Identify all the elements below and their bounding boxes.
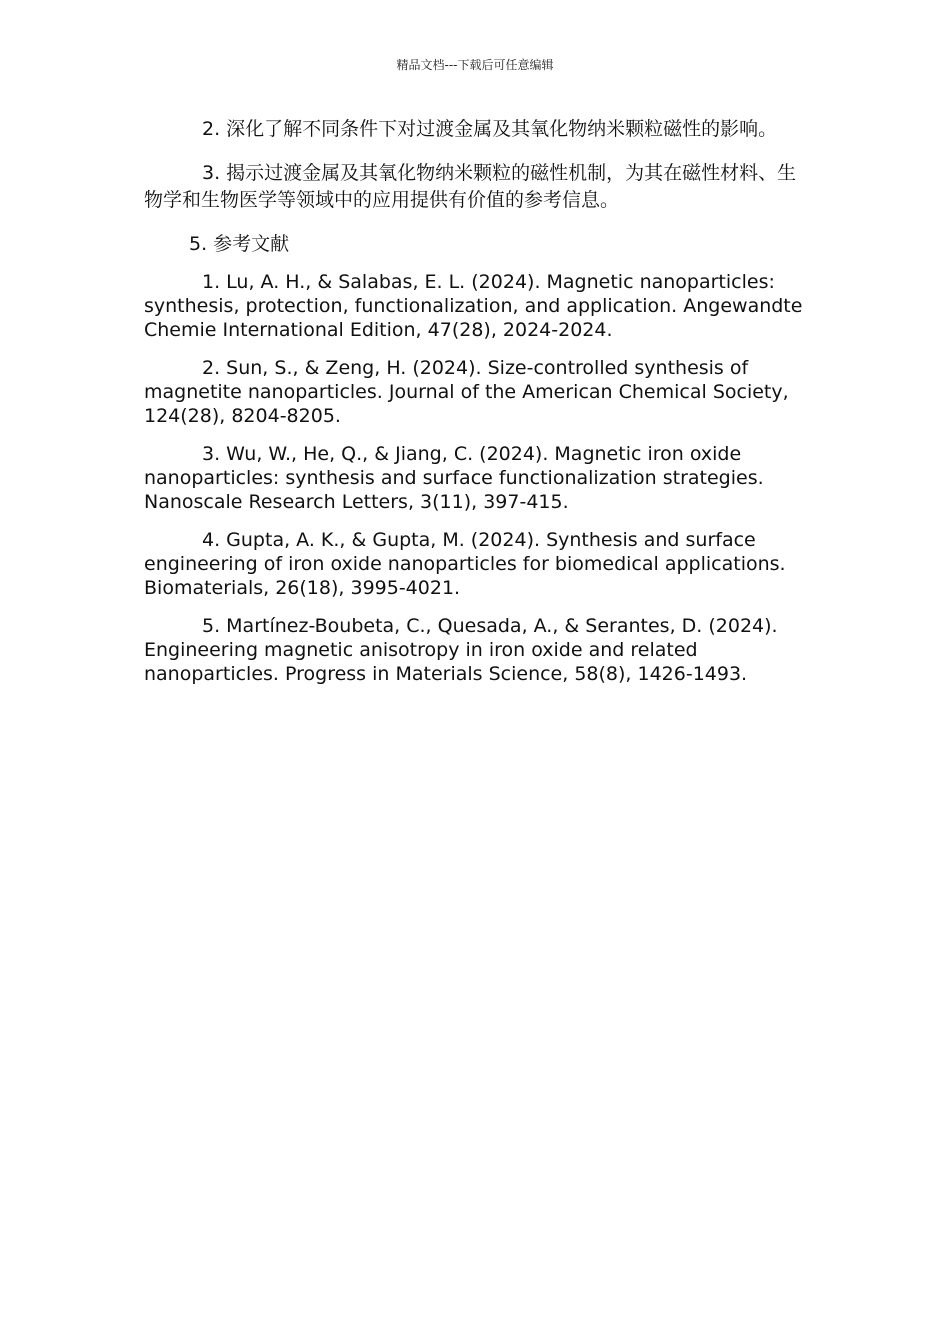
- references-list: [144, 270, 804, 686]
- goal-paragraph-2: 2. 深化了解不同条件下对过渡金属及其氧化物纳米颗粒磁性的影响。: [202, 118, 778, 140]
- document-body: [144, 116, 804, 700]
- reference-item-2: 2. Sun, S., & Zeng, H. (2024). Size-controlled synthesis of magnetite nanoparticles. Journal of the American Chemical Society, 124(28), 8204-8205.: [144, 357, 789, 427]
- goal-paragraph-3: 3. 揭示过渡金属及其氧化物纳米颗粒的磁性机制，为其在磁性材料、生物学和生物医学等领域中的应用提供有价值的参考信息。: [144, 162, 797, 211]
- reference-item-5: 5. Martínez-Boubeta, C., Quesada, A., & Serantes, D. (2024). Engineering magnetic anisotropy in iron oxide and related nanoparticles. Progress in Materials Science, 58(8), 1426-1493.: [144, 615, 778, 685]
- reference-item-4: 4. Gupta, A. K., & Gupta, M. (2024). Synthesis and surface engineering of iron oxide nanoparticles for biomedical applications. Biomaterials, 26(18), 3995-4021.: [144, 529, 786, 599]
- reference-item-1: 1. Lu, A. H., & Salabas, E. L. (2024). Magnetic nanoparticles: synthesis, protection, functionalization, and application. Angewandte Chemie International Edition, 47(28), 2024-2024.: [144, 271, 803, 341]
- references-heading: 5. 参考文献: [189, 233, 290, 255]
- page-header: 精品文档---下载后可任意编辑: [396, 58, 554, 72]
- reference-item-3: 3. Wu, W., He, Q., & Jiang, C. (2024). Magnetic iron oxide nanoparticles: synthesis and surface functionalization strategies. Nanoscale Research Letters, 3(11), 397-415.: [144, 443, 764, 513]
